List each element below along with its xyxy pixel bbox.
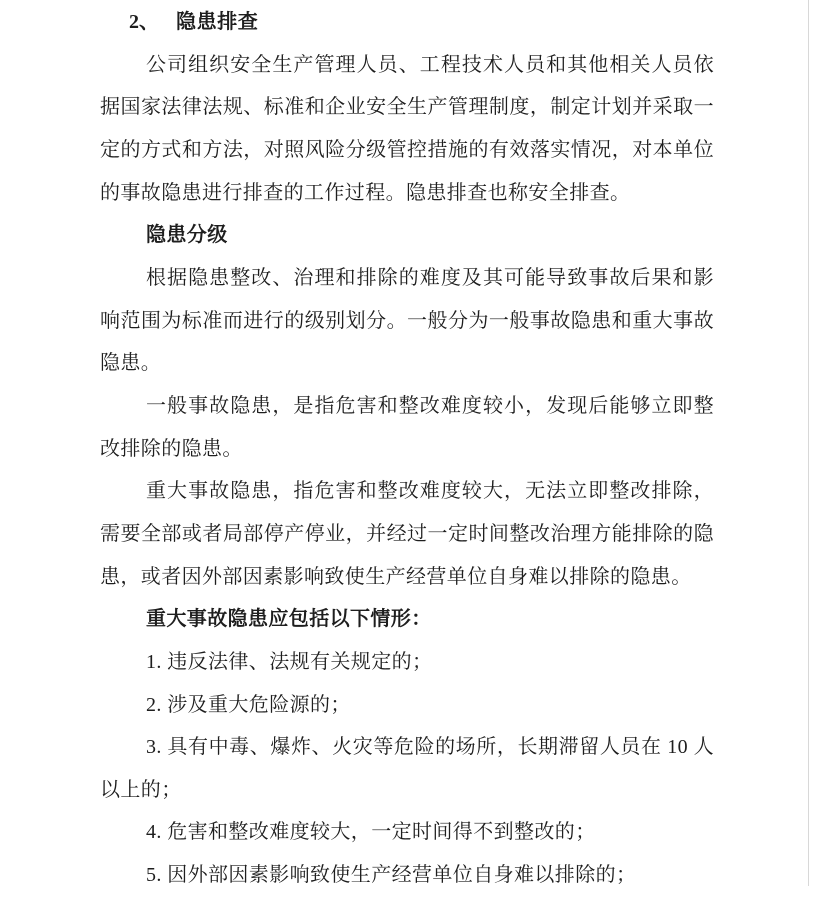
grading-paragraph: 根据隐患整改、治理和排除的难度及其可能导致事故后果和影响范围为标准而进行的级别划分。一般分为一般事故隐患和重大事故隐患。 [100,266,714,375]
document-content [100,1,714,897]
subheading-hazard-grading: 隐患分级 [146,224,228,247]
intro-paragraph: 公司组织安全生产管理人员、工程技术人员和其他相关人员依据国家法律法规、标准和企业安全生产管理制度，制定计划并采取一定的方式和方法，对照风险分级管控措施的有效落实情况，对本单位的事故隐患进行排查的工作过程。隐患排查也称安全排查。 [100,53,714,204]
section-number: 2、 [129,11,159,33]
major-hazard-paragraph: 重大事故隐患，指危害和整改难度较大，无法立即整改排除，需要全部或者局部停产停业，并经过一定时间整改治理方能排除的隐患，或者因外部因素影响致使生产经营单位自身难以排除的隐患。 [100,480,714,588]
list-item: 5. 因外部因素影响致使生产经营单位自身难以排除的； [146,864,637,887]
section-title: 隐患排查 [176,11,259,33]
list-item: 3. 具有中毒、爆炸、火灾等危险的场所，长期滞留人员在 10 人以上的； [100,736,714,801]
page-right-edge-line [808,0,809,886]
general-hazard-paragraph: 一般事故隐患，是指危害和整改难度较小，发现后能够立即整改排除的隐患。 [100,394,714,460]
list-item: 4. 危害和整改难度较大，一定时间得不到整改的； [146,821,596,844]
list-item: 2. 涉及重大危险源的； [146,693,351,716]
list-item: 1. 违反法律、法规有关规定的； [146,650,433,673]
major-hazard-list-heading: 重大事故隐患应包括以下情形： [146,608,432,631]
section-heading [100,1,714,44]
